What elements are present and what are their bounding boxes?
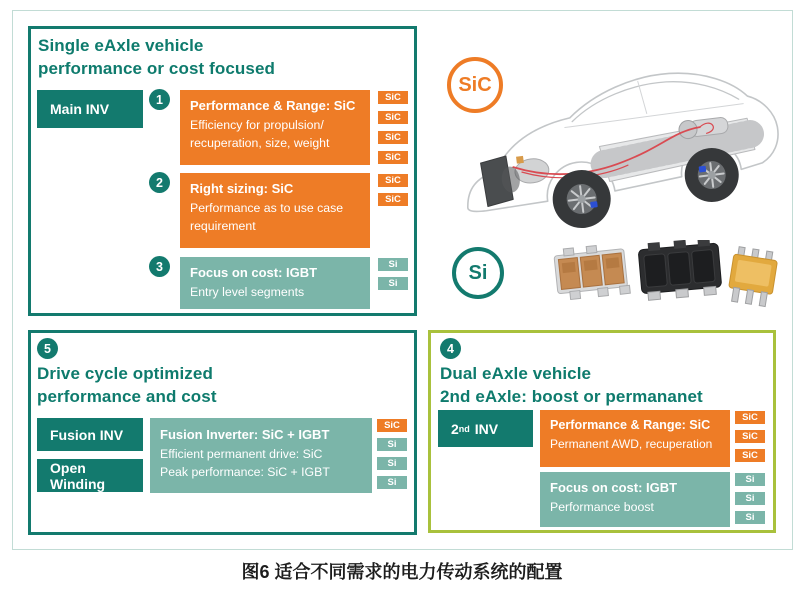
chip-tag-sic: SiC (378, 131, 408, 144)
item-1-heading: Performance & Range: SiC (190, 98, 356, 113)
item-2-heading: Right sizing: SiC (190, 181, 294, 196)
item-3-tags (378, 258, 408, 290)
chip-tag-si: Si (735, 492, 765, 505)
chip-tag-sic: SiC (735, 449, 765, 462)
second-inv-text: INV (474, 420, 499, 437)
power-module-orange-image (727, 246, 779, 307)
drive-box-line3: Peak performance: SiC + IGBT (160, 465, 330, 480)
chip-tag-si: Si (378, 277, 408, 290)
car-chassis-illustration (450, 20, 795, 268)
panel-dual-title-line2: 2nd eAxle: boost or permananet (440, 386, 703, 406)
dual-cost-body: Performance boost (550, 500, 654, 514)
power-modules-illustration (546, 240, 791, 315)
chip-tag-si: Si (377, 457, 407, 470)
drive-cycle-tags (377, 419, 407, 489)
chip-tag-sic: SiC (378, 151, 408, 164)
panel-drive-title (37, 363, 217, 409)
dual-performance-tags (735, 411, 765, 462)
chip-tag-si: Si (377, 438, 407, 451)
dual-performance-heading: Performance & Range: SiC (550, 418, 711, 432)
panel-drive-title-line1: Drive cycle optimized (37, 364, 213, 383)
item-2-body-line1: Performance as to use case (190, 201, 344, 215)
step-5-badge: 5 (37, 338, 58, 359)
chip-tag-si: Si (735, 511, 765, 524)
item-3-body-line1: Entry level segments (190, 285, 305, 299)
step-3-badge: 3 (149, 256, 170, 277)
fusion-inv-label (37, 418, 143, 451)
si-legend-text: Si (468, 261, 488, 284)
panel-single-eaxle (28, 26, 417, 316)
open-winding-label (37, 459, 143, 492)
sic-legend-text: SiC (458, 73, 492, 96)
dual-performance-body: Permanent AWD, recuperation (550, 437, 713, 451)
dual-performance-box (540, 410, 730, 467)
item-3-box (180, 257, 370, 309)
chip-tag-sic: SiC (378, 111, 408, 124)
panel-drive-cycle (28, 330, 417, 535)
main-inv-label (37, 90, 143, 128)
chip-tag-si: Si (735, 473, 765, 486)
panel-dual-title (440, 363, 703, 409)
panel-single-title-line1: Single eAxle vehicle (38, 36, 204, 55)
item-2-body-line2: requirement (190, 219, 256, 234)
panel-dual-eaxle (428, 330, 776, 533)
drive-box-line1: Fusion Inverter: SiC + IGBT (160, 427, 330, 442)
chip-tag-sic: SiC (735, 430, 765, 443)
power-module-black-image (638, 240, 723, 301)
open-winding-text: Open Winding (50, 459, 106, 492)
drive-cycle-box (150, 418, 372, 493)
item-1-body-line1: Efficiency for propulsion/ (190, 118, 324, 132)
panel-single-title (38, 35, 275, 81)
second-inv-num: 2 (451, 420, 459, 437)
dual-cost-tags (735, 473, 765, 524)
panel-drive-title-line2: performance and cost (37, 386, 217, 406)
step-2-badge: 2 (149, 172, 170, 193)
item-1-box (180, 90, 370, 165)
chip-tag-sic: SiC (377, 419, 407, 432)
drive-box-line2: Efficient permanent drive: SiC (160, 447, 323, 461)
chip-tag-sic: SiC (378, 193, 408, 206)
item-1-body-line2: recuperation, size, weight (190, 136, 330, 151)
panel-single-title-line2: performance or cost focused (38, 58, 275, 78)
chip-tag-sic: SiC (735, 411, 765, 424)
power-module-copper-image (553, 243, 630, 301)
chip-tag-sic: SiC (378, 174, 408, 187)
chip-tag-si: Si (377, 476, 407, 489)
panel-dual-title-line1: Dual eAxle vehicle (440, 364, 592, 383)
main-inv-text: Main INV (50, 101, 110, 117)
step-1-badge: 1 (149, 89, 170, 110)
item-2-box (180, 173, 370, 248)
step-4-badge: 4 (440, 338, 461, 359)
figure-caption: 图6 适合不同需求的电力传动系统的配置 (241, 562, 563, 582)
fusion-inv-text: Fusion INV (50, 426, 124, 443)
item-1-tags (378, 91, 408, 164)
second-inv-label: 2 nd INV (438, 410, 533, 447)
item-3-heading: Focus on cost: IGBT (190, 265, 318, 280)
chip-tag-si: Si (378, 258, 408, 271)
dual-cost-heading: Focus on cost: IGBT (550, 480, 678, 495)
chip-tag-sic: SiC (378, 91, 408, 104)
dual-cost-box (540, 472, 730, 527)
item-2-tags (378, 174, 408, 206)
